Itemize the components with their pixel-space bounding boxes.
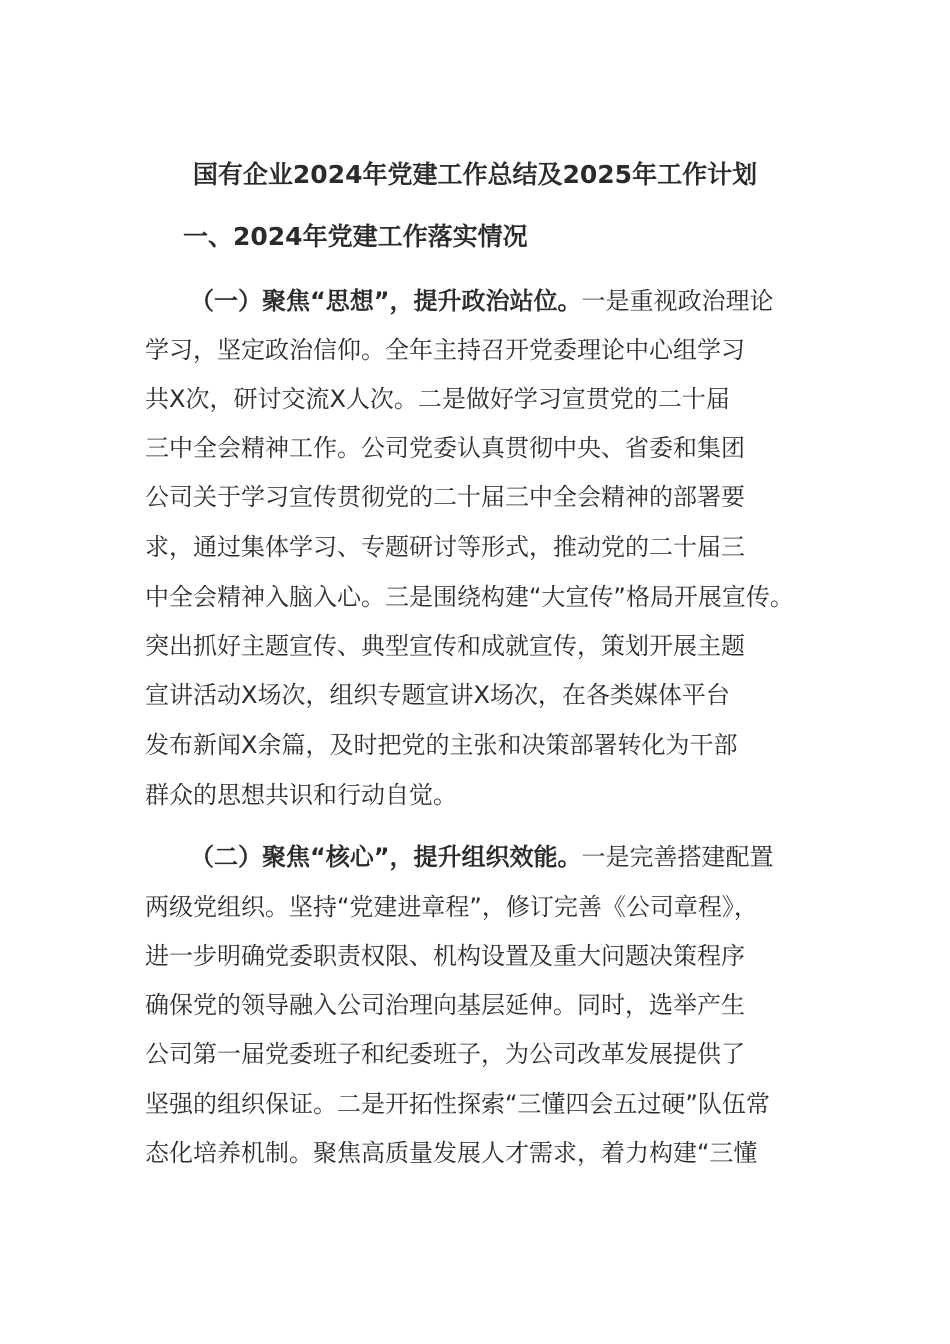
- paragraph-2-line: 确保党的领导融入公司治理向基层延伸。同时，选举产生: [145, 991, 745, 1019]
- paragraph-1-line: 学习，坚定政治信仰。全年主持召开党委理论中心组学习: [145, 336, 745, 364]
- section-heading: 一、2024年党建工作落实情况: [183, 222, 528, 251]
- paragraph-2-line: 坚强的组织保证。二是开拓性探索“三懂四会五过硬”队伍常: [145, 1090, 770, 1118]
- paragraph-1-text: 一是重视政治理论: [581, 287, 774, 315]
- paragraph-1-line: 求，通过集体学习、专题研讨等形式，推动党的二十届三: [145, 533, 745, 561]
- paragraph-1-line: 三中全会精神工作。公司党委认真贯彻中央、省委和集团: [145, 434, 745, 462]
- paragraph-2-first-line: [190, 840, 774, 874]
- paragraph-1-first-line: [190, 284, 774, 318]
- paragraph-2-text: 一是完善搭建配置: [581, 843, 774, 871]
- paragraph-1-lead: （一）聚焦“思想”，提升政治站位。: [190, 287, 582, 315]
- paragraph-2-lead: （二）聚焦“核心”，提升组织效能。: [190, 843, 582, 871]
- document-title: 国有企业2024年党建工作总结及2025年工作计划: [192, 160, 758, 189]
- paragraph-2-line: 两级党组织。坚持“党建进章程”，修订完善《公司章程》，: [145, 893, 758, 921]
- paragraph-1-line: 突出抓好主题宣传、典型宣传和成就宣传，策划开展主题: [145, 632, 745, 660]
- paragraph-1-line: 公司关于学习宣传贯彻党的二十届三中全会精神的部署要: [145, 483, 745, 511]
- paragraph-2-line: 态化培养机制。聚焦高质量发展人才需求，着力构建“三懂: [145, 1139, 758, 1167]
- paragraph-2-line: 进一步明确党委职责权限、机构设置及重大问题决策程序: [145, 942, 745, 970]
- paragraph-1-line: 发布新闻X余篇，及时把党的主张和决策部署转化为干部: [145, 731, 738, 759]
- paragraph-1-line: 群众的思想共识和行动自觉。: [145, 781, 457, 809]
- paragraph-1-line: 宣讲活动X场次，组织专题宣讲X场次，在各类媒体平台: [145, 681, 730, 709]
- paragraph-1-line: 中全会精神入脑入心。三是围绕构建“大宣传”格局开展宣传。: [145, 583, 794, 611]
- paragraph-1-line: 共X次，研讨交流X人次。二是做好学习宣贯党的二十届: [145, 385, 730, 413]
- paragraph-2-line: 公司第一届党委班子和纪委班子，为公司改革发展提供了: [145, 1040, 745, 1068]
